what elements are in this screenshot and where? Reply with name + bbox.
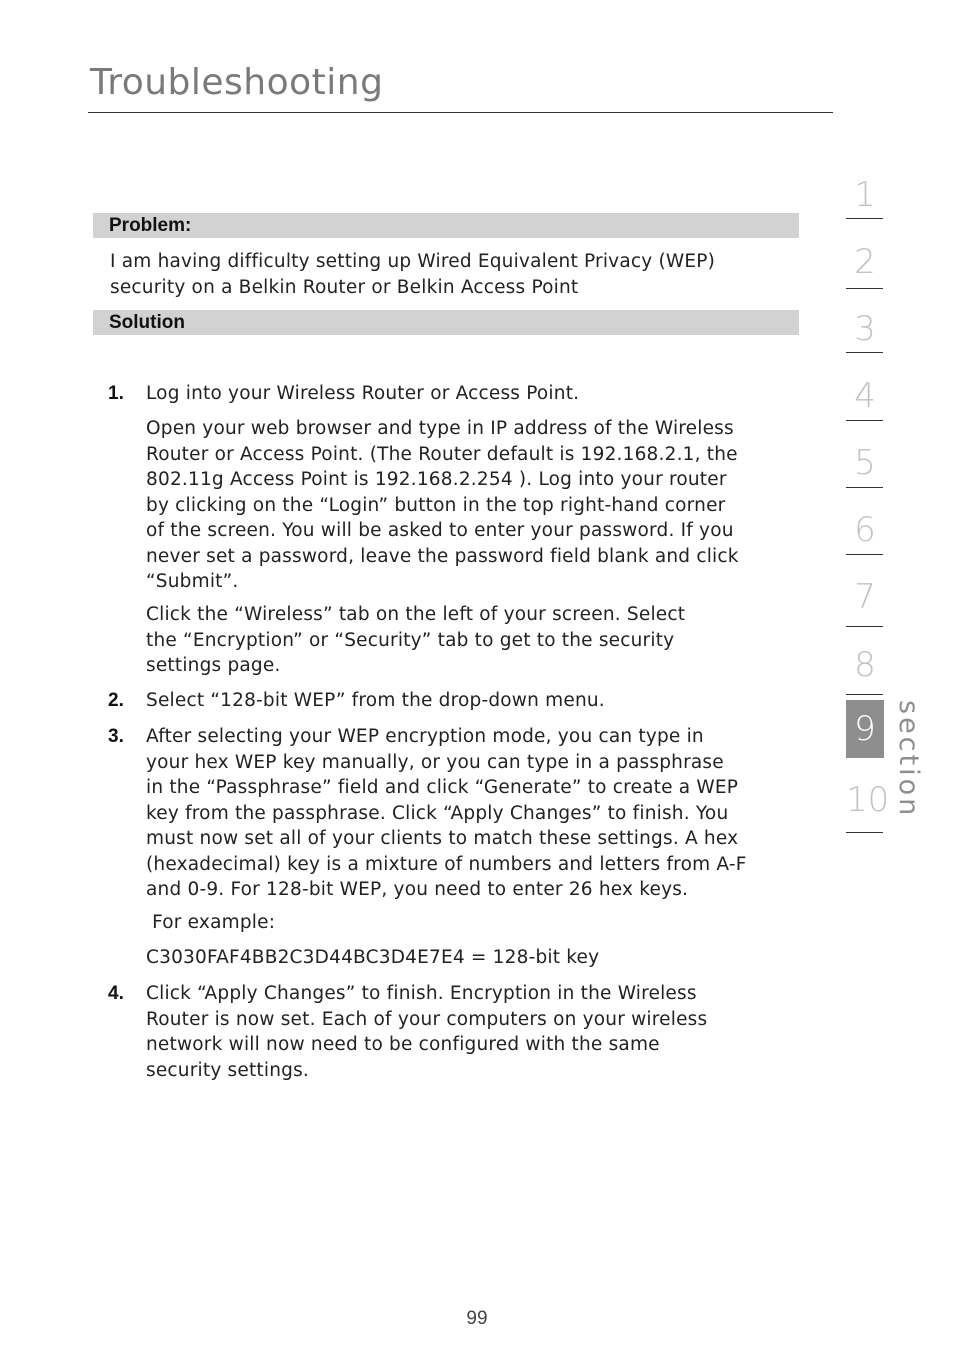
section-nav-divider [846,487,883,488]
step-1-paragraph-wireless-tab [146,602,685,679]
step-line: Click the “Wireless” tab on the left of your screen. Select [146,604,686,625]
step-1-paragraph-browser [146,416,739,595]
section-nav-item-10[interactable]: 10 [846,780,890,820]
example-key [146,945,599,971]
step-line: key from the passphrase. Click “Apply Changes” to finish. You [146,802,729,824]
step-line: never set a password, leave the password field blank and click [146,545,739,567]
step-3-text [146,724,747,903]
step-number: 3. [108,726,124,747]
step-line: (hexadecimal) key is a mixture of numbers and letters from A-F [146,853,747,875]
step-line: Click “Apply Changes” to finish. Encryption in the Wireless [146,983,697,1004]
step-number: 2. [108,690,124,711]
problem-text-line: I am having difficulty setting up Wired Equivalent Privacy (WEP) [110,251,716,272]
step-line: Router is now set. Each of your computers on your wireless [146,1008,708,1030]
section-nav-divider [846,288,883,289]
step-line: and 0-9. For 128-bit WEP, you need to enter 26 hex keys. [146,879,689,900]
step-line: “Submit”. [146,571,239,592]
example-key-text: C3030FAF4BB2C3D44BC3D4E7E4 = 128-bit key [146,947,600,968]
step-line: After selecting your WEP encryption mode, you can type in [146,726,704,747]
step-line: 802.11g Access Point is 192.168.2.254 ). Log into your router [146,469,727,490]
section-nav-item-2[interactable]: 2 [854,242,876,282]
section-nav-divider [846,626,883,627]
problem-heading: Problem: [93,213,799,238]
section-nav-item-7[interactable]: 7 [854,577,876,617]
section-nav-divider [846,554,883,555]
section-nav-divider [846,420,883,421]
example-label [146,910,275,936]
section-nav-item-6[interactable]: 6 [854,510,876,550]
step-4-text [146,981,707,1083]
step-line: settings page. [146,655,281,676]
step-line: Open your web browser and type in IP address of the Wireless [146,418,734,439]
solution-heading: Solution [93,310,799,335]
step-line: the “Encryption” or “Security” tab to get to the security [146,629,675,651]
section-nav-item-8[interactable]: 8 [854,645,876,685]
problem-text [110,249,715,300]
step-line: in the “Passphrase” field and click “Generate” to create a WEP [146,777,739,798]
step-line: Router or Access Point. (The Router default is 192.168.2.1, the [146,443,738,465]
step-line: by clicking on the “Login” button in the top right-hand corner [146,494,726,516]
section-nav-item-4[interactable]: 4 [854,376,876,416]
step-line: security settings. [146,1059,309,1081]
section-nav-item-1[interactable]: 1 [854,175,876,215]
problem-text-line: security on a Belkin Router or Belkin Access Point [110,276,579,298]
section-nav-divider [846,694,883,695]
section-nav-item-9-active[interactable]: 9 [846,700,884,758]
page-number: 99 [466,1308,488,1329]
section-nav-item-5[interactable]: 5 [854,443,876,483]
section-nav-divider [846,218,883,219]
step-line: must now set all of your clients to match these settings. A hex [146,828,739,849]
section-label: section [893,700,924,819]
step-line: your hex WEP key manually, or you can type in a passphrase [146,751,724,773]
title-divider [88,112,833,113]
step-line: of the screen. You will be asked to enter your password. If you [146,520,734,541]
step-line: network will now need to be configured with the same [146,1034,660,1055]
section-nav-divider [846,352,883,353]
step-line: Select “128-bit WEP” from the drop-down menu. [146,690,605,711]
page-title: Troubleshooting [90,62,384,103]
example-label-text: For example: [146,912,276,933]
step-number: 1. [108,383,124,404]
step-number: 4. [108,983,124,1004]
step-2-text [146,688,605,714]
step-line: Log into your Wireless Router or Access Point. [146,383,580,404]
step-1-text [146,381,579,407]
section-nav-divider [846,832,883,833]
section-nav-item-3[interactable]: 3 [854,309,876,349]
